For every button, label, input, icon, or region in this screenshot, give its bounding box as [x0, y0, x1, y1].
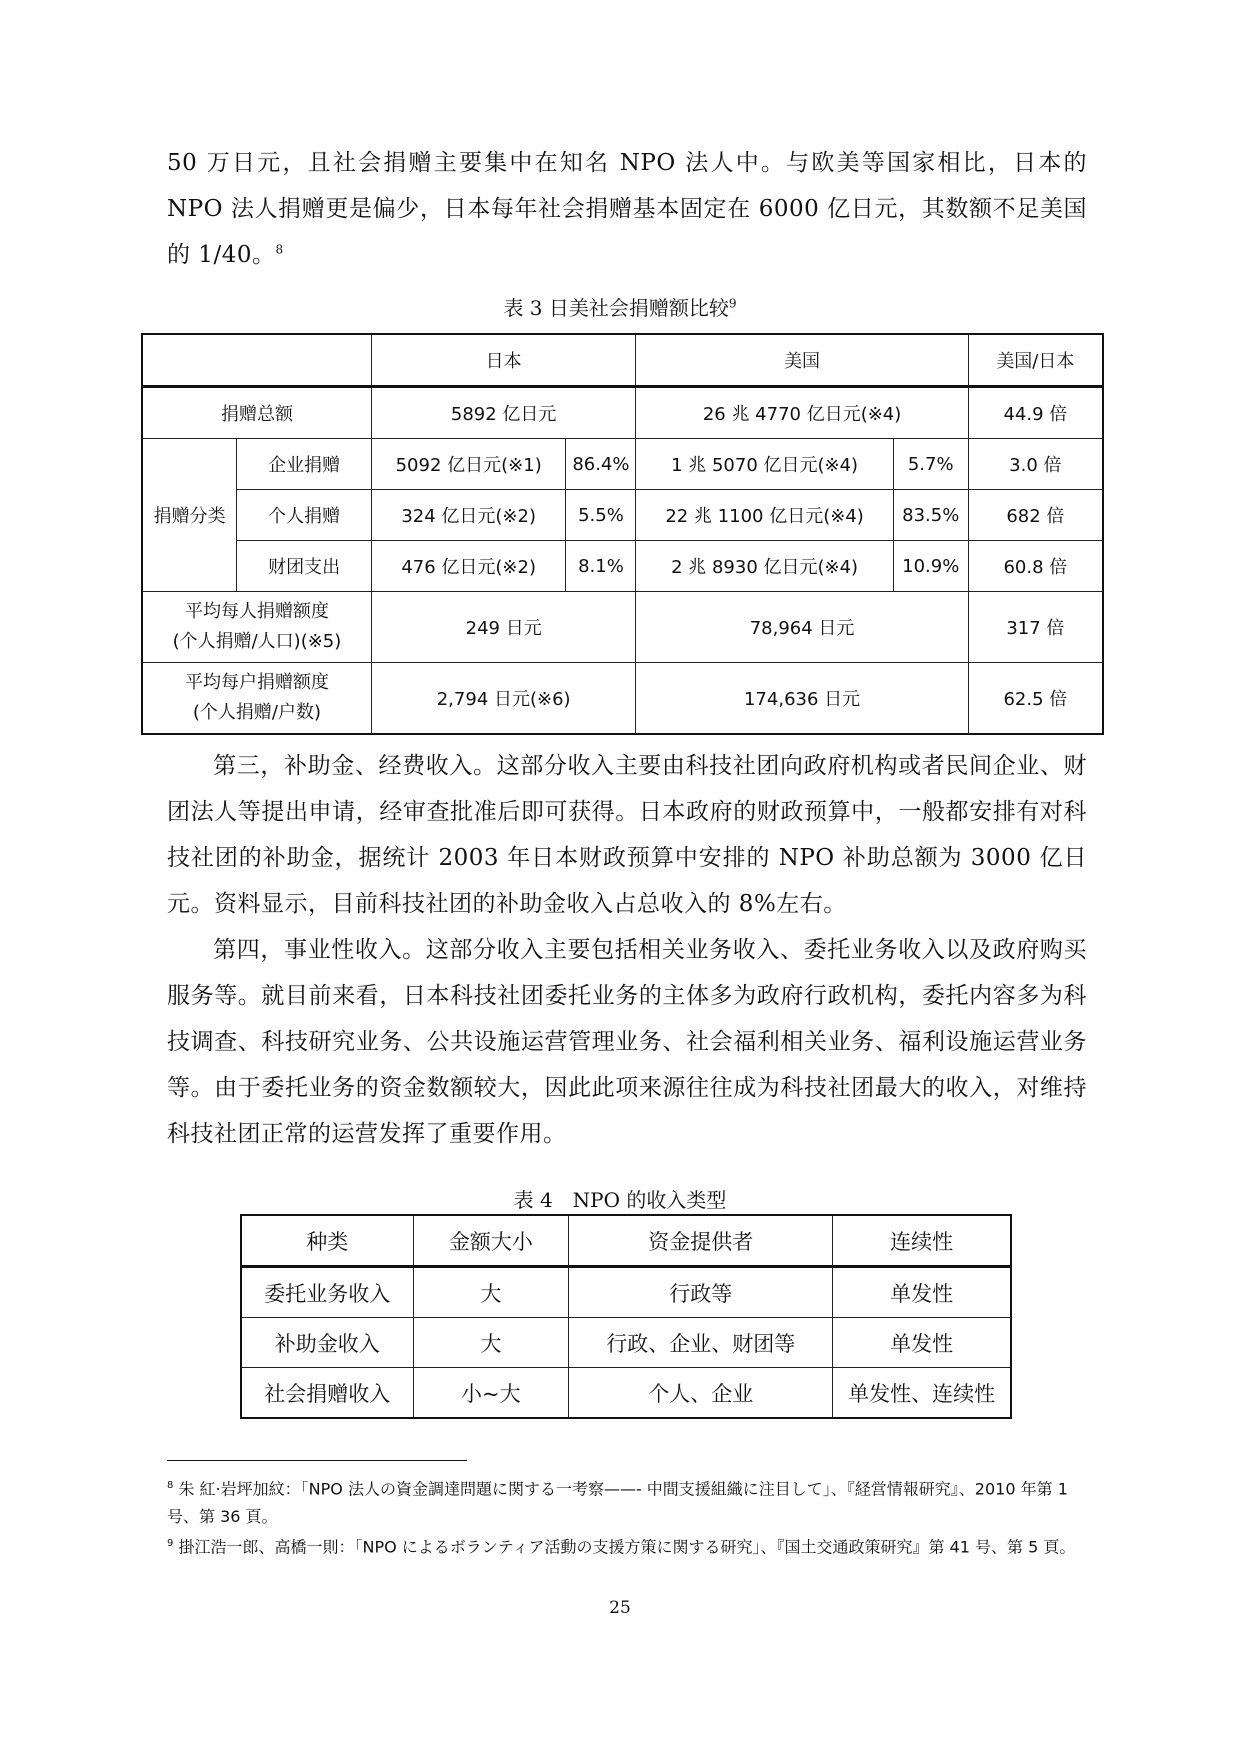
table-cell: 单发性、连续性: [833, 1368, 1011, 1419]
table-row: [142, 592, 1103, 663]
table-cell: 174,636 日元: [636, 663, 968, 735]
table-cell: 1 兆 5070 亿日元(※4): [636, 439, 893, 490]
table-cell: 5092 亿日元(※1): [371, 439, 566, 490]
table-cell: 10.9%: [893, 541, 968, 592]
table-cell: 小~大: [413, 1368, 569, 1419]
table-cell: 78,964 日元: [636, 592, 968, 663]
row-label-line: 平均每人捐赠额度: [184, 601, 329, 622]
table-cell: 3.0 倍: [968, 439, 1103, 490]
table-cell: 324 亿日元(※2): [371, 490, 566, 541]
row-label-line: (个人捐赠/户数): [192, 702, 321, 723]
table-cell: 86.4%: [566, 439, 636, 490]
row-label-line: 平均每户捐赠额度: [184, 672, 329, 693]
table-cell: 补助金收入: [241, 1318, 413, 1368]
table-cell: 个人、企业: [569, 1368, 833, 1419]
table-cell: 62.5 倍: [968, 663, 1103, 735]
header-cell: 金额大小: [413, 1215, 569, 1267]
row-label-line: (个人捐赠/人口)(※5): [172, 631, 342, 652]
paragraph-text: 第四，事业性收入。这部分收入主要包括相关业务收入、委托业务收入以及政府购买服务等。就目前来看，日本科技社团委托业务的主体多为政府行政机构，委托内容多为科技调查、科技研究业务、公共设施运营管理业务、社会福利相关业务、福利设施运营业务等。由于委托业务的资金数额较大，因此此项来源往往成为科技社团最大的收入，对维持科技社团正常的运营发挥了重要作用。: [167, 937, 1087, 1147]
table-cell: 5892 亿日元: [371, 387, 636, 439]
header-cell: [142, 334, 371, 387]
page-number: 25: [609, 1598, 631, 1618]
table-cell: 60.8 倍: [968, 541, 1103, 592]
footnote-text: 朱 紅·岩坪加紋：「NPO 法人の資金調達問題に関する一考察——- 中間支援組織に注目して」、『経営情報研究』、2010 年第 1 号、第 36 頁。: [167, 1479, 1068, 1527]
table-row: [142, 663, 1103, 735]
row-group-label: 捐赠分类: [142, 439, 237, 592]
table-cell: 5.7%: [893, 439, 968, 490]
footnote-8: [167, 1472, 1087, 1531]
table-cell: 行政、企业、财团等: [569, 1318, 833, 1368]
table-cell: 5.5%: [566, 490, 636, 541]
table-row: [142, 387, 1103, 439]
table-header-row: [241, 1215, 1011, 1267]
table-cell: 83.5%: [893, 490, 968, 541]
table-cell: 476 亿日元(※2): [371, 541, 566, 592]
paragraph-donations-intro: [167, 140, 1087, 278]
table-cell: 大: [413, 1267, 569, 1318]
table-row: [241, 1318, 1011, 1368]
table-row: [241, 1267, 1011, 1318]
table-header-row: [142, 334, 1103, 387]
footnote-divider: [167, 1460, 467, 1461]
header-cell: 种类: [241, 1215, 413, 1267]
table-cell: 单发性: [833, 1267, 1011, 1318]
caption-text: 表 3 日美社会捐赠额比较: [503, 296, 729, 320]
table-cell: 249 日元: [371, 592, 636, 663]
table-cell: 8.1%: [566, 541, 636, 592]
npo-income-types-table: [240, 1214, 1012, 1419]
table-cell: 单发性: [833, 1318, 1011, 1368]
table-cell: 大: [413, 1318, 569, 1368]
paragraph-text: 50 万日元，且社会捐赠主要集中在知名 NPO 法人中。与欧美等国家相比，日本的 NPO 法人捐赠更是偏少，日本每年社会捐赠基本固定在 6000 亿日元，其数额不足美国的 1/40。: [167, 150, 1088, 268]
donation-comparison-table: [141, 333, 1104, 735]
table-cell: 社会捐赠收入: [241, 1368, 413, 1419]
header-cell: 美国/日本: [968, 334, 1103, 387]
footnote-ref: 8: [275, 242, 284, 257]
row-label: [142, 663, 371, 735]
table-cell: 22 兆 1100 亿日元(※4): [636, 490, 893, 541]
table-cell: 44.9 倍: [968, 387, 1103, 439]
table-row: [142, 439, 1103, 490]
row-label: 捐赠总额: [142, 387, 371, 439]
table-cell: 2 兆 8930 亿日元(※4): [636, 541, 893, 592]
header-cell: 日本: [371, 334, 636, 387]
header-cell: 美国: [636, 334, 968, 387]
table3-caption: [0, 292, 1240, 321]
paragraph-business-income: [167, 927, 1087, 1157]
row-label: [142, 592, 371, 663]
table-row: [142, 490, 1103, 541]
table-cell: 行政等: [569, 1267, 833, 1318]
table-cell: 委托业务收入: [241, 1267, 413, 1318]
table-cell: 26 兆 4770 亿日元(※4): [636, 387, 968, 439]
footnote-text: 掛江浩一郎、高橋一則：「NPO によるボランティア活動の支援方策に関する研究」、『国土交通政策研究』第 41 号、第 5 頁。: [178, 1537, 1076, 1557]
table-row: [241, 1368, 1011, 1419]
table4-caption: 表 4 NPO 的收入类型: [513, 1188, 727, 1212]
footnote-number: 9: [167, 1538, 174, 1549]
table-cell: 682 倍: [968, 490, 1103, 541]
table-cell: 317 倍: [968, 592, 1103, 663]
paragraph-subsidy-income: [167, 743, 1087, 927]
row-label: 企业捐赠: [237, 439, 372, 490]
footnote-number: 8: [167, 1480, 174, 1491]
row-label: 财团支出: [237, 541, 372, 592]
table-cell: 2,794 日元(※6): [371, 663, 636, 735]
footnote-ref: 9: [728, 296, 737, 311]
footnote-9: [167, 1530, 1087, 1561]
table-row: [142, 541, 1103, 592]
header-cell: 连续性: [833, 1215, 1011, 1267]
row-label: 个人捐赠: [237, 490, 372, 541]
header-cell: 资金提供者: [569, 1215, 833, 1267]
paragraph-text: 第三，补助金、经费收入。这部分收入主要由科技社团向政府机构或者民间企业、财团法人等提出申请，经审查批准后即可获得。日本政府的财政预算中，一般都安排有对科技社团的补助金，据统计 2003 年日本财政预算中安排的 NPO 补助总额为 3000 亿日元。资料显示，目前科技社团的补助金收入占总收入的 8%左右。: [167, 753, 1087, 917]
